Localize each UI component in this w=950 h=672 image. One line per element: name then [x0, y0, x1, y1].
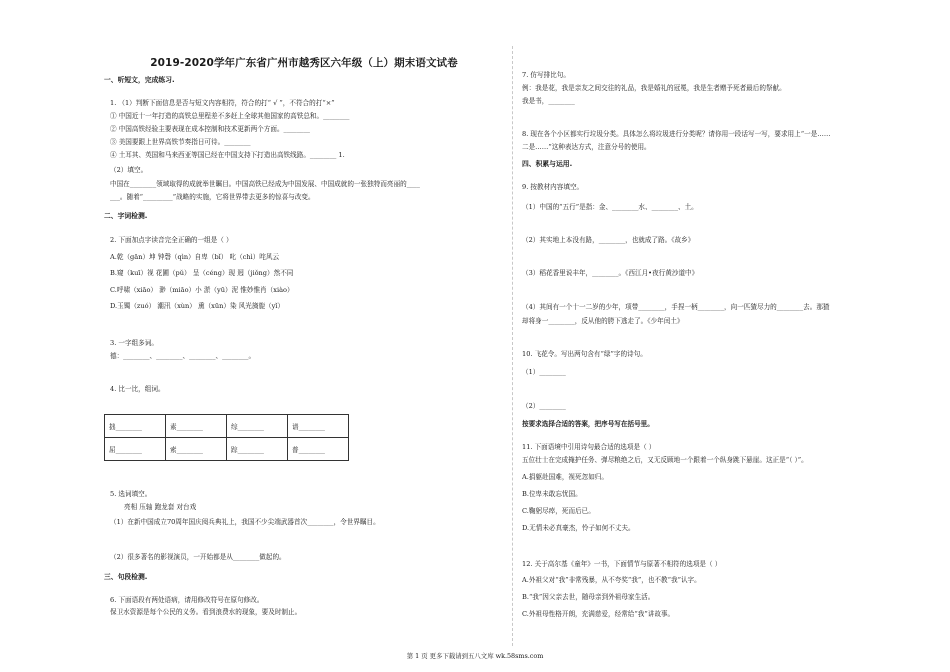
q5-item: （1）在新中国成立70周年国庆阅兵典礼上，我国不少尖端武器首次________，令世界瞩目。: [110, 518, 380, 526]
q8-line: 二是……”这种表达方式，注意分号的使用。: [522, 143, 651, 151]
q12-option: A.外祖父对“我”非常残暴，从不夸奖“我”，也不教“我”认字。: [522, 576, 701, 584]
q3-intro: 3. 一字组多词。: [110, 339, 158, 347]
q11-text: 五位壮士在完成掩护任务、弹尽粮绝之后，又无反顾地一个跟着一个纵身跳下悬崖。这正是“（ ）”。: [522, 456, 808, 464]
section-3-heading: 三、句段检测.: [104, 573, 148, 581]
q9-item: （2）其实地上本没有路，________，也就成了路。《故乡》: [522, 236, 695, 244]
table-cell: 综________: [227, 415, 288, 438]
q3-line: 德：________、________、________、________。: [110, 352, 256, 360]
table-cell: 屈________: [105, 438, 166, 461]
q9-item: 却将身一________，反从他的胯下逃走了。《少年闰土》: [522, 317, 684, 325]
q2-option: D.玉镯（zuó） 潮汛（xùn） 熏（xūn）染 风光旖旎（yǐ）: [110, 302, 285, 310]
q7-example: 例：我是花，我是亲友之间交往的礼品，我是婚礼的冠冕，我是生者赠予死者最后的祭献。: [522, 84, 786, 92]
q1-fill-line: 中国在________领域取得的成就举世瞩目。中国高铁已经成为中国发展、中国成就的一张独特而亮丽的____: [110, 180, 420, 188]
section-4-heading: 四、积累与运用.: [522, 160, 573, 168]
q9-item: （3）稻花香里说丰年，________。《西江月•夜行黄沙道中》: [522, 269, 699, 277]
q8-line: 8. 现在各个小区都实行垃圾分类。具体怎么将垃圾进行分类呢？请你用一段话写一写，要求用上“一是……: [522, 130, 831, 138]
q2-option: A.乾（gān）坤 钟磬（qìn）自卑（bǐ） 叱（chì）咤风云: [110, 253, 280, 261]
q1-fill-line: ___。随着“_________”战略的实施，它将世界带去更多的惊喜与改变。: [110, 193, 315, 201]
q6-text: 保卫水资源是每个公民的义务。看到浪费水的现象，要及时制止。: [110, 608, 302, 616]
table-cell: 谱________: [288, 415, 349, 438]
q2-option: B.窥（kuī）视 花圃（pǔ） 呈（céng）现 迥（jiǒng）然不同: [110, 269, 294, 277]
q7-line: 我是书，________: [522, 97, 575, 105]
table-cell: 素________: [166, 415, 227, 438]
q11-intro: 11. 下面语境中引用诗句最合适的选项是（ ）: [522, 443, 656, 451]
section-2-heading: 二、字词检测.: [104, 212, 148, 220]
section-5-heading: 按要求选择合适的答案，把序号写在括号里。: [522, 420, 654, 428]
table-cell: 拙________: [105, 415, 166, 438]
table-row: [105, 438, 349, 461]
q2-intro: 2. 下面加点字读音完全正确的一组是（ ）: [110, 236, 233, 244]
word-table: [104, 414, 349, 461]
page-footer: 第 1 页 更多下载请到五八文库 wk.58sms.com: [406, 652, 544, 660]
q11-option: B.位卑未敢忘忧国。: [522, 490, 582, 498]
q1-item: ④ 土耳其、英国和马来西亚等国已经在中国支持下打造出高铁线路。________ 1.: [110, 151, 345, 159]
q5-item: （2）很多著名的影视演员，一开始都是从________做起的。: [110, 553, 286, 561]
q12-intro: 12. 关于高尔基《童年》一书，下面情节与原著不相符的选项是（ ）: [522, 560, 722, 568]
q4-intro: 4. 比一比，组词。: [110, 385, 165, 393]
q9-intro: 9. 按教材内容填空。: [522, 183, 584, 191]
q1-intro: 1. （1）判断下面信息是否与短文内容相符，符合的打“ √ ”，不符合的打“×”: [110, 99, 335, 107]
q10-item: （1）________: [522, 368, 566, 376]
q5-word-bank: 亮相 压轴 跑龙套 对台戏: [124, 503, 197, 511]
q2-option: C.呼啸（xiāo） 渺（miāo）小 淤（yū）泥 惟妙惟肖（xiào）: [110, 286, 294, 294]
table-cell: 索________: [166, 438, 227, 461]
q10-intro: 10. 飞花令。写出两句含有“绿”字的诗句。: [522, 350, 647, 358]
table-row: [105, 415, 349, 438]
section-1-heading: 一、听短文，完成练习.: [104, 76, 175, 84]
q12-option: B.“我”因父亲去世，随母亲到外祖母家生活。: [522, 593, 655, 601]
page-title: 2019-2020学年广东省广州市越秀区六年级（上）期末语文试卷: [150, 57, 458, 69]
table-cell: 踪________: [227, 438, 288, 461]
table-cell: 普________: [288, 438, 349, 461]
q10-item: （2）________: [522, 402, 566, 410]
q1-item: ② 中国高铁经验主要表现在成本控制和技术更新两个方面。________: [110, 125, 310, 133]
q9-item: （4）其间有一个十一二岁的少年，项带________，手捏一柄________，向一匹猹尽力的________去。那猹: [522, 303, 830, 311]
q1-item: ③ 美国要跟上世界高铁节奏指日可待。________: [110, 138, 251, 146]
q1-item: ① 中国近十一年打造的高铁总里程差不多赶上全球其他国家的高铁总和。________: [110, 112, 350, 120]
q12-option: C.外祖母性格开朗，充满慈爱，经常给“我”讲故事。: [522, 610, 675, 618]
q7-intro: 7. 仿写排比句。: [522, 71, 570, 79]
q5-intro: 5. 选词填空。: [110, 490, 152, 498]
column-divider: [512, 46, 513, 646]
q1-part2: （2）填空。: [110, 166, 148, 174]
q11-option: C.鞠躬尽瘁，死而后已。: [522, 507, 595, 515]
q11-option: A.捐躯赴国难，视死忽如归。: [522, 473, 608, 481]
q6-intro: 6. 下面语段有两处语病，请用修改符号在原句修改。: [110, 596, 264, 604]
q11-option: D.无情未必真豪杰，怜子如何不丈夫。: [522, 524, 635, 532]
q9-item: （1）中国的“五行”是指：金、________水、________、土。: [522, 203, 698, 211]
